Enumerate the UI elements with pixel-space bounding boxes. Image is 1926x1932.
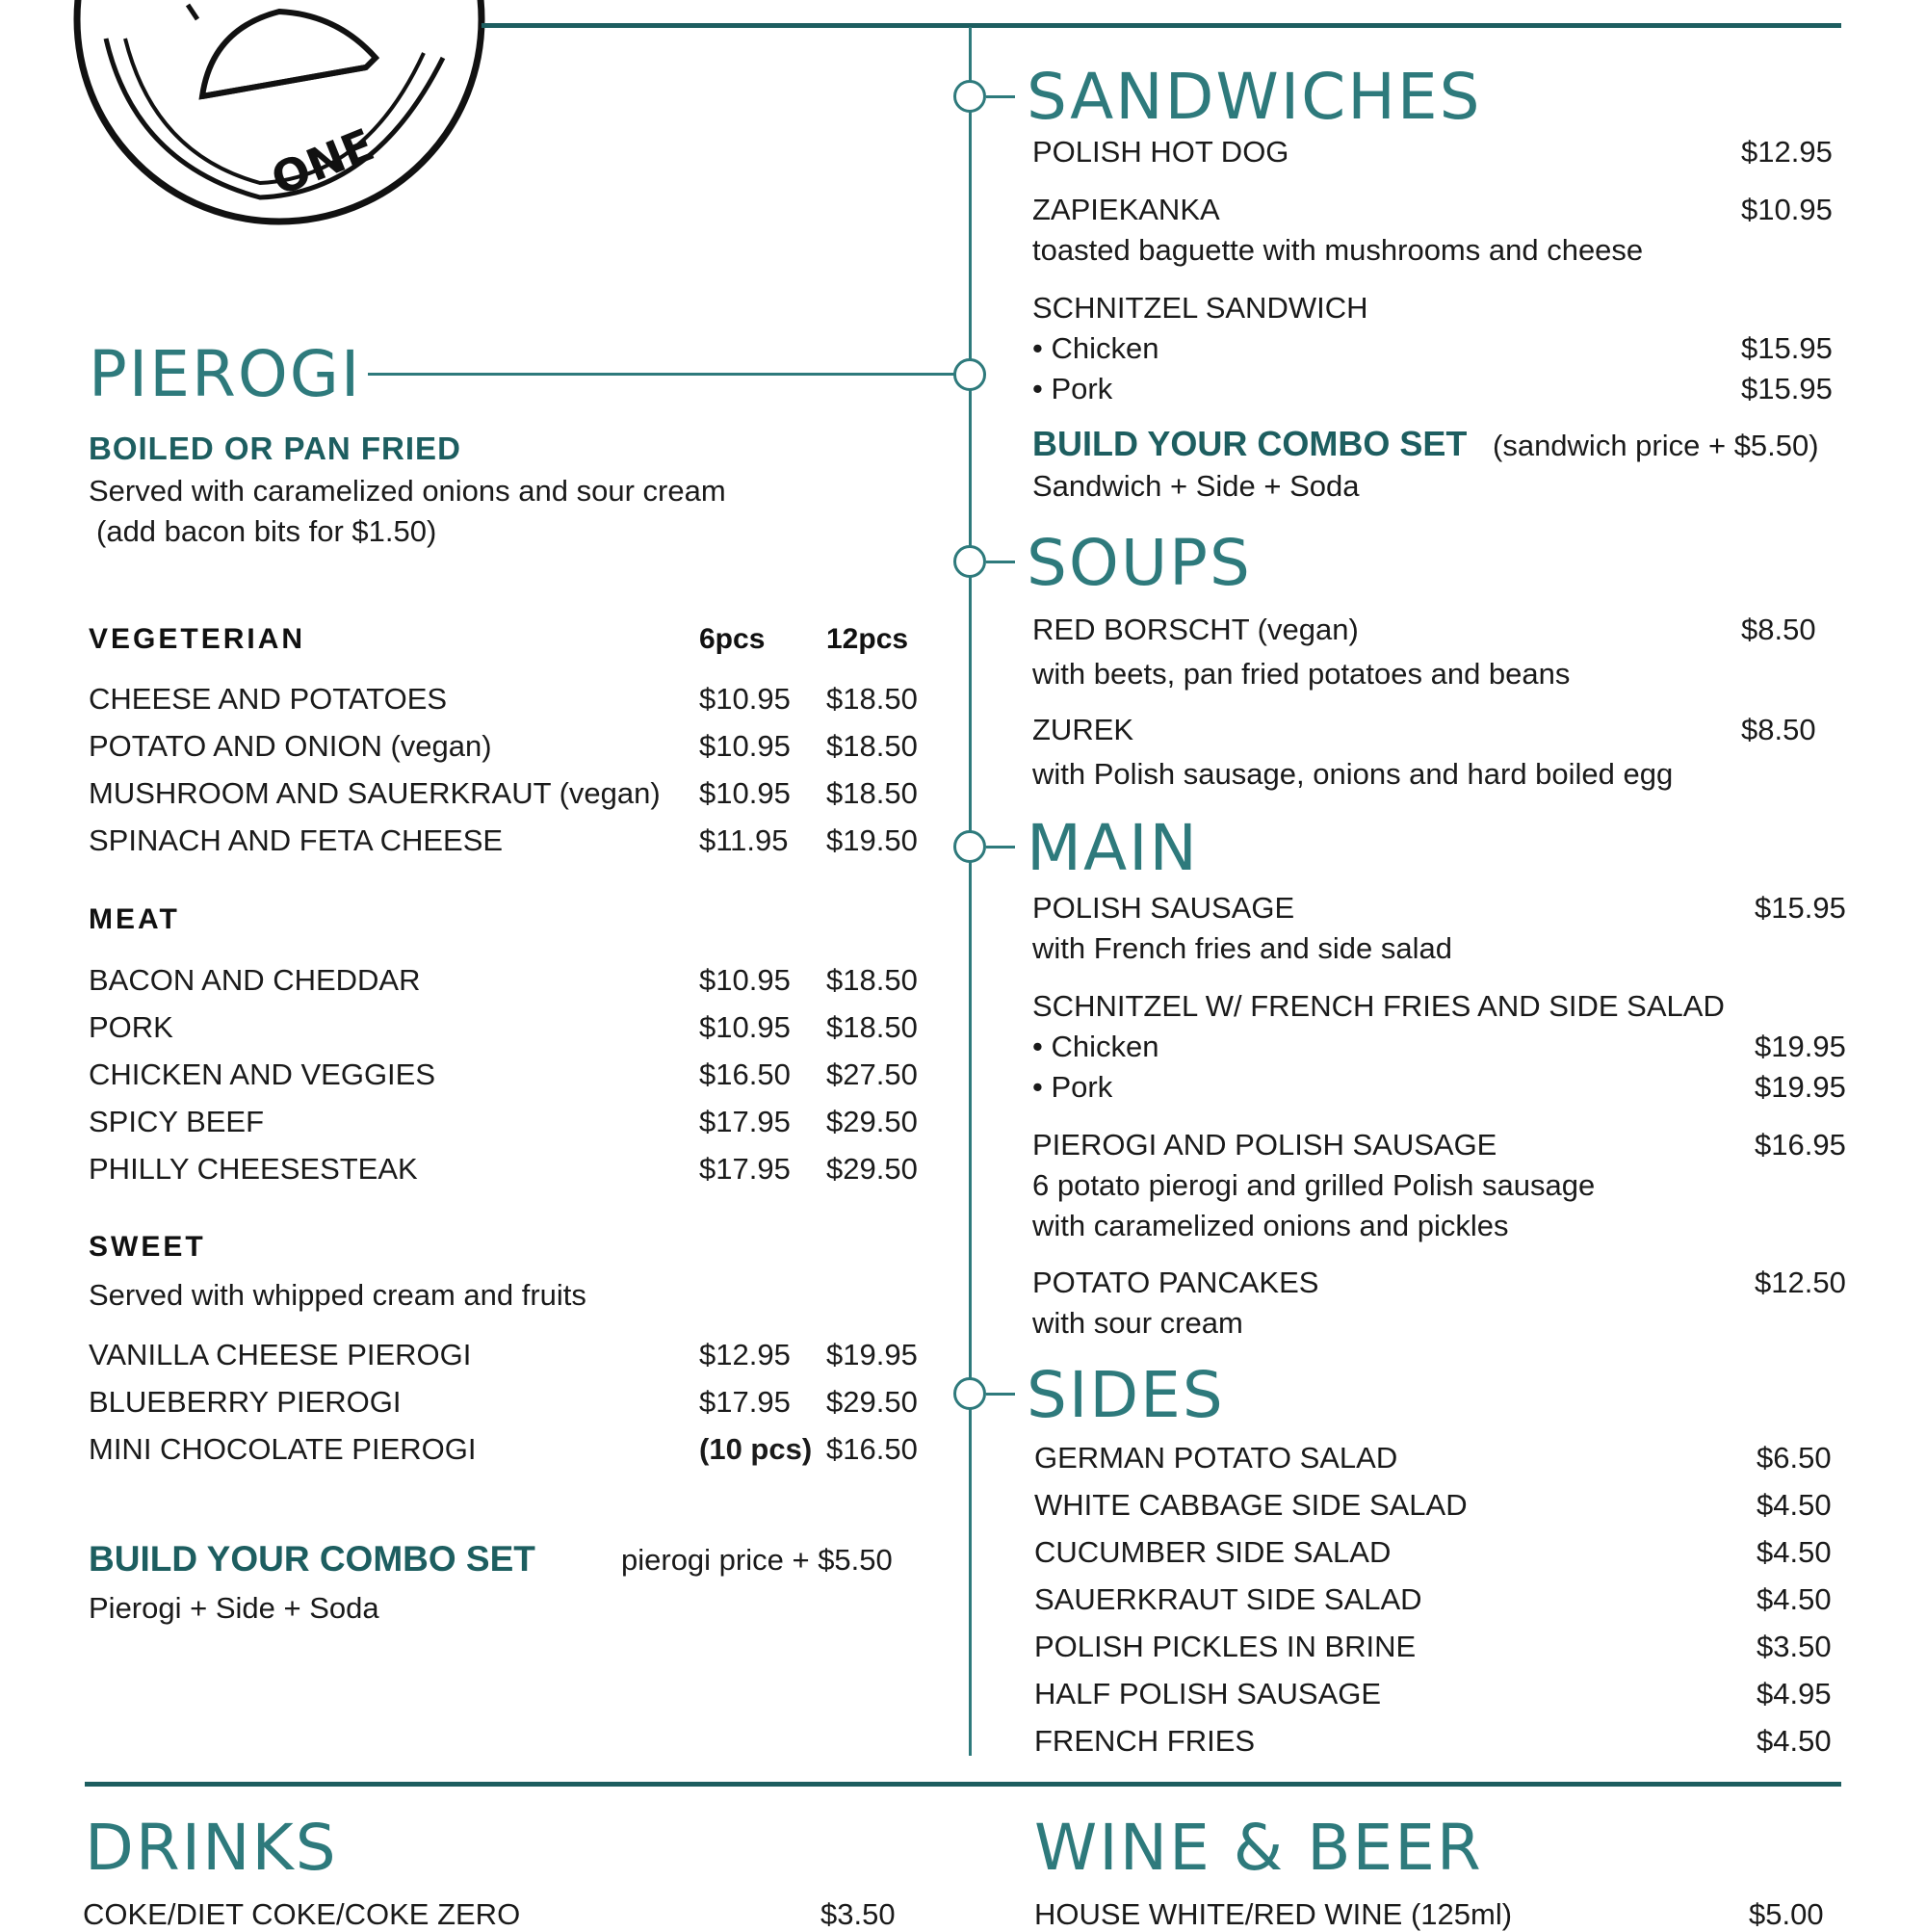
- node-soups: [953, 545, 986, 578]
- menu-item-desc: 6 potato pierogi and grilled Polish sausage: [1032, 1168, 1596, 1202]
- tick-soups: [986, 561, 1015, 563]
- menu-item-name: SCHNITZEL W/ FRENCH FRIES AND SIDE SALAD: [1032, 989, 1725, 1023]
- menu-item-name: SPICY BEEF: [89, 1105, 265, 1138]
- option-price: $15.95: [1741, 372, 1833, 405]
- price-6pcs: $10.95: [699, 682, 791, 716]
- price-6pcs: $11.95: [699, 823, 789, 857]
- price-6pcs: $16.50: [699, 1057, 791, 1091]
- pierogi-desc-bacon: (add bacon bits for $1.50): [96, 514, 437, 548]
- menu-item-name: CHICKEN AND VEGGIES: [89, 1057, 436, 1091]
- menu-item-name: BLUEBERRY PIEROGI: [89, 1385, 402, 1419]
- tick-sides: [986, 1393, 1015, 1396]
- sandwich-combo-price: (sandwich price + $5.50): [1493, 429, 1819, 462]
- pierogi-subtitle: BOILED OR PAN FRIED: [89, 431, 461, 466]
- menu-item-price: $12.95: [1741, 135, 1833, 169]
- option-chicken: • Chicken: [1032, 1030, 1159, 1063]
- menu-item-desc: with caramelized onions and pickles: [1032, 1209, 1509, 1242]
- menu-item-desc: toasted baguette with mushrooms and cheese: [1032, 233, 1644, 267]
- menu-item-name: PIEROGI AND POLISH SAUSAGE: [1032, 1128, 1497, 1162]
- menu-item-name: ZUREK: [1032, 713, 1134, 746]
- menu-item-price: $4.50: [1757, 1582, 1832, 1616]
- price-6pcs: $10.95: [699, 729, 791, 763]
- soups-heading: SOUPS: [1027, 526, 1252, 600]
- price-6pcs: $12.95: [699, 1338, 791, 1371]
- node-main: [953, 830, 986, 863]
- menu-item-name: FRENCH FRIES: [1034, 1724, 1256, 1758]
- menu-item-price: $5.00: [1749, 1897, 1824, 1931]
- pierogi-combo-price: pierogi price + $5.50: [621, 1543, 893, 1577]
- menu-item-price: $16.95: [1755, 1128, 1846, 1162]
- menu-item-name: WHITE CABBAGE SIDE SALAD: [1034, 1488, 1468, 1522]
- menu-item-price: $4.50: [1757, 1488, 1832, 1522]
- menu-item-name: HALF POLISH SAUSAGE: [1034, 1677, 1382, 1710]
- veg-heading: VEGETERIAN: [89, 623, 306, 655]
- menu-item-price: $15.95: [1755, 891, 1846, 925]
- sandwiches-heading: SANDWICHES: [1027, 60, 1482, 134]
- price-6pcs: $10.95: [699, 776, 791, 810]
- menu-item-price: $6.50: [1757, 1441, 1832, 1475]
- price-6pcs: $17.95: [699, 1105, 791, 1138]
- menu-item-name: PHILLY CHEESESTEAK: [89, 1152, 418, 1186]
- menu-item-price: $8.50: [1741, 713, 1816, 746]
- meat-heading: MEAT: [89, 903, 180, 935]
- price-6pcs: $17.95: [699, 1152, 791, 1186]
- price-10pcs: (10 pcs): [699, 1432, 813, 1466]
- price-6pcs: $17.95: [699, 1385, 791, 1419]
- menu-item-name: POTATO AND ONION (vegan): [89, 729, 492, 763]
- option-price: $15.95: [1741, 331, 1833, 365]
- menu-item-name: VANILLA CHEESE PIEROGI: [89, 1338, 472, 1371]
- price-12pcs: $16.50: [826, 1432, 918, 1466]
- price-12pcs: $29.50: [826, 1385, 918, 1419]
- bottom-divider: [85, 1782, 1841, 1787]
- menu-item-desc: with French fries and side salad: [1032, 931, 1452, 965]
- menu-item-desc: with Polish sausage, onions and hard boiled egg: [1032, 757, 1674, 791]
- col-12pcs: 12pcs: [826, 623, 909, 655]
- tick-main: [986, 846, 1015, 849]
- drinks-heading: DRINKS: [85, 1811, 338, 1885]
- sides-heading: SIDES: [1027, 1358, 1225, 1432]
- menu-item-desc: with sour cream: [1032, 1306, 1243, 1340]
- option-price: $19.95: [1755, 1070, 1846, 1104]
- menu-item-name: BACON AND CHEDDAR: [89, 963, 421, 997]
- wine-beer-heading: WINE & BEER: [1034, 1811, 1483, 1885]
- menu-item-name: MINI CHOCOLATE PIEROGI: [89, 1432, 477, 1466]
- menu-item-name: MUSHROOM AND SAUERKRAUT (vegan): [89, 776, 661, 810]
- node-sandwiches: [953, 80, 986, 113]
- price-12pcs: $18.50: [826, 1010, 918, 1044]
- restaurant-logo: [67, 0, 491, 236]
- price-12pcs: $19.95: [826, 1338, 918, 1371]
- price-6pcs: $10.95: [699, 963, 791, 997]
- sweet-heading: SWEET: [89, 1231, 206, 1263]
- menu-item-name: CUCUMBER SIDE SALAD: [1034, 1535, 1392, 1569]
- menu-item-price: $4.95: [1757, 1677, 1832, 1710]
- node-sides: [953, 1377, 986, 1410]
- top-divider: [482, 23, 1841, 28]
- menu-item-price: $12.50: [1755, 1266, 1846, 1299]
- price-12pcs: $29.50: [826, 1105, 918, 1138]
- price-6pcs: $10.95: [699, 1010, 791, 1044]
- menu-item-name: CHEESE AND POTATOES: [89, 682, 448, 716]
- node-pierogi: [953, 358, 986, 391]
- option-pork: • Pork: [1032, 372, 1113, 405]
- price-12pcs: $18.50: [826, 729, 918, 763]
- menu-item-price: $8.50: [1741, 613, 1816, 646]
- price-12pcs: $27.50: [826, 1057, 918, 1091]
- option-chicken: • Chicken: [1032, 331, 1159, 365]
- price-12pcs: $29.50: [826, 1152, 918, 1186]
- pierogi-heading: PIEROGI: [89, 337, 362, 411]
- pierogi-desc: Served with caramelized onions and sour cream: [89, 474, 726, 508]
- logo-text: ONE: [264, 117, 381, 206]
- menu-item-price: $4.50: [1757, 1724, 1832, 1758]
- menu-item-name: SCHNITZEL SANDWICH: [1032, 291, 1368, 325]
- menu-item-name: GERMAN POTATO SALAD: [1034, 1441, 1398, 1475]
- menu-item-name: RED BORSCHT (vegan): [1032, 613, 1359, 646]
- option-price: $19.95: [1755, 1030, 1846, 1063]
- menu-item-price: $3.50: [1757, 1630, 1832, 1663]
- sandwich-combo-desc: Sandwich + Side + Soda: [1032, 469, 1360, 503]
- menu-item-name: COKE/DIET COKE/COKE ZERO: [83, 1897, 521, 1931]
- menu-item-price: $10.95: [1741, 193, 1833, 226]
- sweet-desc: Served with whipped cream and fruits: [89, 1278, 586, 1312]
- price-12pcs: $18.50: [826, 682, 918, 716]
- pierogi-combo-title: BUILD YOUR COMBO SET: [89, 1539, 535, 1579]
- menu-item-price: $4.50: [1757, 1535, 1832, 1569]
- main-heading: MAIN: [1027, 811, 1199, 885]
- menu-item-name: POTATO PANCAKES: [1032, 1266, 1319, 1299]
- menu-item-name: HOUSE WHITE/RED WINE (125ml): [1034, 1897, 1513, 1931]
- col-6pcs: 6pcs: [699, 623, 766, 655]
- menu-item-name: SPINACH AND FETA CHEESE: [89, 823, 504, 857]
- menu-item-name: ZAPIEKANKA: [1032, 193, 1220, 226]
- price-12pcs: $19.50: [826, 823, 918, 857]
- menu-item-name: POLISH PICKLES IN BRINE: [1034, 1630, 1417, 1663]
- menu-item-name: POLISH SAUSAGE: [1032, 891, 1295, 925]
- option-pork: • Pork: [1032, 1070, 1113, 1104]
- price-12pcs: $18.50: [826, 963, 918, 997]
- pierogi-combo-desc: Pierogi + Side + Soda: [89, 1591, 379, 1625]
- menu-item-name: POLISH HOT DOG: [1032, 135, 1289, 169]
- menu-item-name: SAUERKRAUT SIDE SALAD: [1034, 1582, 1422, 1616]
- menu-item-name: PORK: [89, 1010, 173, 1044]
- menu-item-price: $3.50: [820, 1897, 896, 1931]
- pierogi-connector: [368, 373, 955, 376]
- menu-item-desc: with beets, pan fried potatoes and beans: [1032, 657, 1571, 691]
- timeline-line: [969, 27, 972, 1756]
- sandwich-combo-title: BUILD YOUR COMBO SET: [1032, 424, 1468, 463]
- price-12pcs: $18.50: [826, 776, 918, 810]
- tick-sandwiches: [986, 95, 1015, 98]
